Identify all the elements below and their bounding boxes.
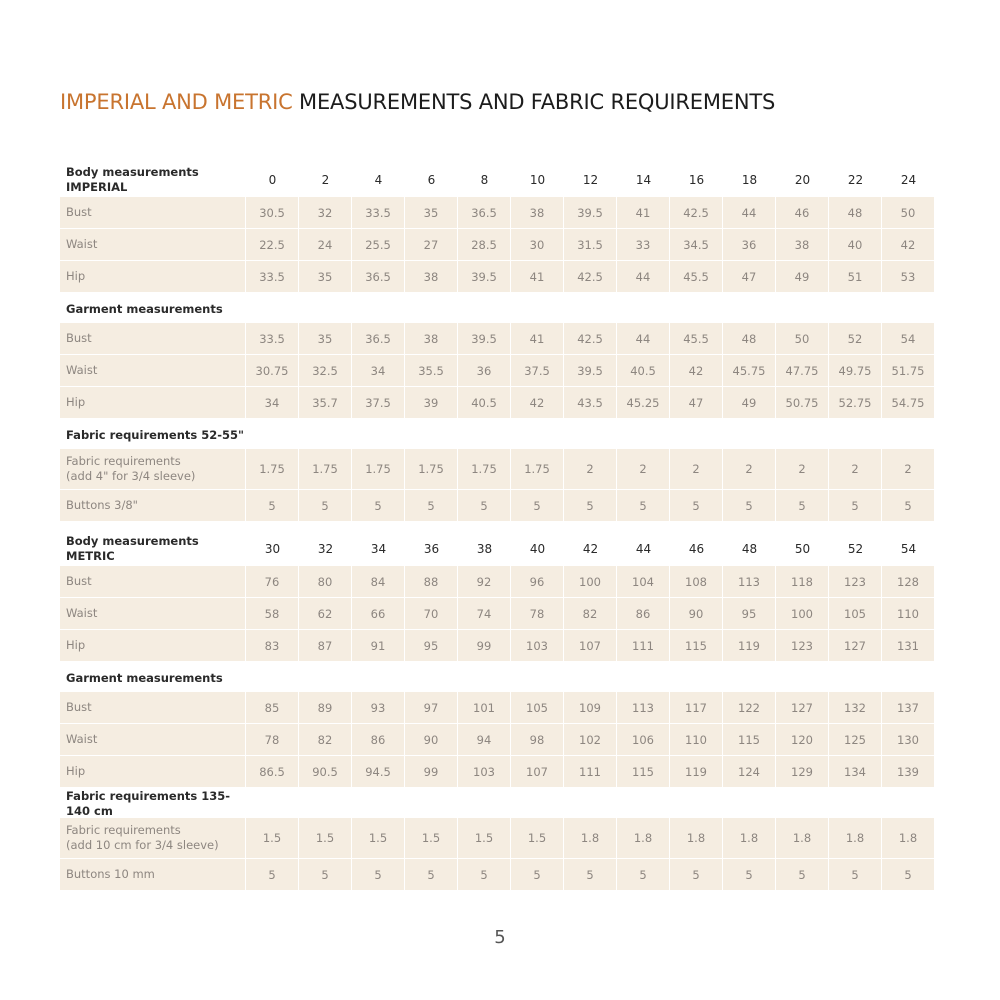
value-cell: 5 — [246, 490, 298, 521]
size-cell: 32 — [317, 542, 334, 556]
value-cell: 2 — [776, 449, 828, 489]
value-cell: 50.75 — [776, 387, 828, 418]
value-cell: 30 — [511, 229, 563, 260]
value-cell: 35 — [299, 261, 351, 292]
value-cell: 33 — [617, 229, 669, 260]
value-cell: 5 — [511, 859, 563, 890]
value-cell: 49 — [776, 261, 828, 292]
value-cell: 90 — [670, 598, 722, 629]
value-cell: 5 — [670, 490, 722, 521]
size-cell: 44 — [635, 542, 652, 556]
value-cell: 105 — [829, 598, 881, 629]
value-cell: 119 — [670, 756, 722, 787]
value-cell: 102 — [564, 724, 616, 755]
value-cell: 5 — [882, 859, 934, 890]
value-cell: 44 — [617, 323, 669, 354]
section-title: Fabric requirements 135-140 cm — [66, 789, 231, 818]
value-cell: 39.5 — [564, 355, 616, 386]
value-cell: 92 — [458, 566, 510, 597]
value-cell: 5 — [617, 859, 669, 890]
value-cell: 40 — [829, 229, 881, 260]
imperial-header-row — [60, 164, 935, 196]
value-cell: 45.5 — [670, 323, 722, 354]
size-cell: 48 — [741, 542, 758, 556]
size-cell: 34 — [370, 542, 387, 556]
page-title — [60, 90, 775, 114]
size-cell: 46 — [688, 542, 705, 556]
value-cell: 54 — [882, 323, 934, 354]
value-cell: 106 — [617, 724, 669, 755]
fabric-label-line2: (add 10 cm for 3/4 sleeve) — [66, 838, 219, 852]
value-cell: 2 — [564, 449, 616, 489]
value-cell: 34 — [246, 387, 298, 418]
value-cell: 5 — [829, 859, 881, 890]
row-label: Hip — [60, 756, 245, 787]
value-cell: 94 — [458, 724, 510, 755]
row-label: Bust — [60, 566, 245, 597]
value-cell: 5 — [617, 490, 669, 521]
value-cell: 105 — [511, 692, 563, 723]
value-cell: 78 — [246, 724, 298, 755]
value-cell: 103 — [511, 630, 563, 661]
value-cell: 1.5 — [299, 818, 351, 858]
value-cell: 1.8 — [829, 818, 881, 858]
value-cell: 82 — [564, 598, 616, 629]
value-cell: 5 — [299, 859, 351, 890]
value-cell: 38 — [405, 323, 457, 354]
imperial-garment-hip-row — [60, 387, 935, 418]
value-cell: 110 — [882, 598, 934, 629]
imperial-buttons-row — [60, 490, 935, 521]
row-label: Hip — [60, 630, 245, 661]
value-cell: 107 — [511, 756, 563, 787]
size-cell: 4 — [374, 173, 383, 187]
imperial-garment-bust-row — [60, 323, 935, 354]
value-cell: 38 — [776, 229, 828, 260]
value-cell: 124 — [723, 756, 775, 787]
size-cell: 12 — [582, 173, 599, 187]
row-label: Bust — [60, 197, 245, 228]
value-cell: 93 — [352, 692, 404, 723]
metric-garment-waist-row — [60, 724, 935, 755]
value-cell: 2 — [617, 449, 669, 489]
value-cell: 33.5 — [246, 261, 298, 292]
value-cell: 2 — [829, 449, 881, 489]
value-cell: 104 — [617, 566, 669, 597]
value-cell: 122 — [723, 692, 775, 723]
imperial-body-hip-row — [60, 261, 935, 292]
page-number: 5 — [494, 927, 506, 948]
value-cell: 27 — [405, 229, 457, 260]
section-title: Fabric requirements 52-55" — [66, 427, 244, 442]
value-cell: 31.5 — [564, 229, 616, 260]
imperial-fabric-row — [60, 449, 935, 489]
value-cell: 1.75 — [458, 449, 510, 489]
value-cell: 95 — [405, 630, 457, 661]
value-cell: 38 — [405, 261, 457, 292]
value-cell: 36 — [723, 229, 775, 260]
value-cell: 5 — [564, 859, 616, 890]
value-cell: 34 — [352, 355, 404, 386]
size-cell: 0 — [268, 173, 277, 187]
metric-fabric-row — [60, 818, 935, 858]
value-cell: 1.5 — [405, 818, 457, 858]
row-label: Hip — [60, 261, 245, 292]
value-cell: 42.5 — [564, 323, 616, 354]
value-cell: 42.5 — [564, 261, 616, 292]
value-cell: 89 — [299, 692, 351, 723]
value-cell: 98 — [511, 724, 563, 755]
value-cell: 1.5 — [246, 818, 298, 858]
value-cell: 127 — [829, 630, 881, 661]
value-cell: 1.8 — [723, 818, 775, 858]
row-label: Bust — [60, 692, 245, 723]
value-cell: 51.75 — [882, 355, 934, 386]
value-cell: 113 — [723, 566, 775, 597]
imperial-body-bust-row — [60, 197, 935, 228]
value-cell: 36 — [458, 355, 510, 386]
value-cell: 52 — [829, 323, 881, 354]
imperial-garment-waist-row — [60, 355, 935, 386]
row-label: Hip — [60, 387, 245, 418]
value-cell: 54.75 — [882, 387, 934, 418]
value-cell: 99 — [405, 756, 457, 787]
value-cell: 78 — [511, 598, 563, 629]
value-cell: 5 — [564, 490, 616, 521]
row-label: Waist — [60, 724, 245, 755]
value-cell: 1.5 — [352, 818, 404, 858]
value-cell: 97 — [405, 692, 457, 723]
value-cell: 37.5 — [352, 387, 404, 418]
size-cell: 10 — [529, 173, 546, 187]
value-cell: 66 — [352, 598, 404, 629]
value-cell: 115 — [670, 630, 722, 661]
value-cell: 130 — [882, 724, 934, 755]
value-cell: 100 — [776, 598, 828, 629]
value-cell: 83 — [246, 630, 298, 661]
value-cell: 1.8 — [617, 818, 669, 858]
value-cell: 118 — [776, 566, 828, 597]
value-cell: 39.5 — [458, 323, 510, 354]
value-cell: 96 — [511, 566, 563, 597]
value-cell: 33.5 — [352, 197, 404, 228]
value-cell: 108 — [670, 566, 722, 597]
value-cell: 5 — [723, 490, 775, 521]
value-cell: 90.5 — [299, 756, 351, 787]
size-cell: 38 — [476, 542, 493, 556]
value-cell: 91 — [352, 630, 404, 661]
value-cell: 111 — [617, 630, 669, 661]
value-cell: 51 — [829, 261, 881, 292]
value-cell: 110 — [670, 724, 722, 755]
value-cell: 131 — [882, 630, 934, 661]
size-cell: 14 — [635, 173, 652, 187]
size-cell: 54 — [900, 542, 917, 556]
value-cell: 2 — [723, 449, 775, 489]
value-cell: 42 — [511, 387, 563, 418]
value-cell: 39 — [405, 387, 457, 418]
value-cell: 5 — [405, 490, 457, 521]
value-cell: 127 — [776, 692, 828, 723]
row-label: Buttons 3/8" — [60, 490, 245, 521]
value-cell: 25.5 — [352, 229, 404, 260]
value-cell: 103 — [458, 756, 510, 787]
value-cell: 42 — [670, 355, 722, 386]
imperial-fabric-section-row — [60, 419, 935, 449]
value-cell: 39.5 — [458, 261, 510, 292]
value-cell: 5 — [723, 859, 775, 890]
value-cell: 42.5 — [670, 197, 722, 228]
value-cell: 5 — [458, 490, 510, 521]
value-cell: 36.5 — [352, 261, 404, 292]
value-cell: 32.5 — [299, 355, 351, 386]
value-cell: 52.75 — [829, 387, 881, 418]
value-cell: 70 — [405, 598, 457, 629]
value-cell: 43.5 — [564, 387, 616, 418]
value-cell: 47.75 — [776, 355, 828, 386]
value-cell: 1.75 — [246, 449, 298, 489]
value-cell: 34.5 — [670, 229, 722, 260]
value-cell: 123 — [776, 630, 828, 661]
size-cell: 22 — [847, 173, 864, 187]
size-cell: 30 — [264, 542, 281, 556]
value-cell: 5 — [246, 859, 298, 890]
imperial-body-waist-row — [60, 229, 935, 260]
value-cell: 1.5 — [511, 818, 563, 858]
metric-garment-hip-row — [60, 756, 935, 787]
value-cell: 99 — [458, 630, 510, 661]
value-cell: 113 — [617, 692, 669, 723]
value-cell: 48 — [723, 323, 775, 354]
imperial-header-label: Body measurements IMPERIAL — [66, 165, 199, 194]
value-cell: 82 — [299, 724, 351, 755]
value-cell: 1.8 — [670, 818, 722, 858]
value-cell: 1.8 — [564, 818, 616, 858]
value-cell: 74 — [458, 598, 510, 629]
fabric-label-line1: Fabric requirements — [66, 823, 181, 837]
value-cell: 1.75 — [352, 449, 404, 489]
value-cell: 125 — [829, 724, 881, 755]
size-cell: 6 — [427, 173, 436, 187]
value-cell: 5 — [882, 490, 934, 521]
value-cell: 123 — [829, 566, 881, 597]
fabric-label-line1: Fabric requirements — [66, 454, 181, 468]
value-cell: 5 — [776, 490, 828, 521]
value-cell: 53 — [882, 261, 934, 292]
value-cell: 139 — [882, 756, 934, 787]
value-cell: 80 — [299, 566, 351, 597]
value-cell: 38 — [511, 197, 563, 228]
size-cell: 18 — [741, 173, 758, 187]
value-cell: 119 — [723, 630, 775, 661]
value-cell: 137 — [882, 692, 934, 723]
value-cell: 128 — [882, 566, 934, 597]
value-cell: 85 — [246, 692, 298, 723]
metric-garment-bust-row — [60, 692, 935, 723]
value-cell: 32 — [299, 197, 351, 228]
value-cell: 86 — [617, 598, 669, 629]
size-cell: 8 — [480, 173, 489, 187]
value-cell: 5 — [458, 859, 510, 890]
metric-fabric-section-row — [60, 788, 935, 818]
section-title: Garment measurements — [66, 670, 223, 685]
size-cell: 2 — [321, 173, 330, 187]
title-rest: MEASUREMENTS AND FABRIC REQUIREMENTS — [299, 90, 776, 114]
value-cell: 45.25 — [617, 387, 669, 418]
value-cell: 5 — [405, 859, 457, 890]
value-cell: 120 — [776, 724, 828, 755]
value-cell: 115 — [723, 724, 775, 755]
value-cell: 35 — [299, 323, 351, 354]
value-cell: 90 — [405, 724, 457, 755]
metric-header-row — [60, 533, 935, 565]
value-cell: 2 — [670, 449, 722, 489]
value-cell: 86 — [352, 724, 404, 755]
value-cell: 36.5 — [352, 323, 404, 354]
value-cell: 84 — [352, 566, 404, 597]
value-cell: 46 — [776, 197, 828, 228]
value-cell: 100 — [564, 566, 616, 597]
measurement-table — [60, 164, 935, 891]
value-cell: 40.5 — [458, 387, 510, 418]
value-cell: 1.8 — [882, 818, 934, 858]
value-cell: 39.5 — [564, 197, 616, 228]
title-accent: IMPERIAL AND METRIC — [60, 90, 293, 114]
value-cell: 1.8 — [776, 818, 828, 858]
value-cell: 5 — [352, 859, 404, 890]
row-label: Waist — [60, 598, 245, 629]
value-cell: 2 — [882, 449, 934, 489]
value-cell: 49 — [723, 387, 775, 418]
value-cell: 41 — [511, 323, 563, 354]
value-cell: 5 — [776, 859, 828, 890]
value-cell: 76 — [246, 566, 298, 597]
value-cell: 42 — [882, 229, 934, 260]
size-cell: 52 — [847, 542, 864, 556]
value-cell: 48 — [829, 197, 881, 228]
value-cell: 132 — [829, 692, 881, 723]
value-cell: 49.75 — [829, 355, 881, 386]
value-cell: 33.5 — [246, 323, 298, 354]
value-cell: 44 — [617, 261, 669, 292]
value-cell: 35.5 — [405, 355, 457, 386]
row-label: Waist — [60, 355, 245, 386]
row-label: Buttons 10 mm — [60, 859, 245, 890]
value-cell: 115 — [617, 756, 669, 787]
value-cell: 117 — [670, 692, 722, 723]
metric-buttons-row — [60, 859, 935, 890]
value-cell: 134 — [829, 756, 881, 787]
row-label — [60, 818, 245, 858]
value-cell: 45.5 — [670, 261, 722, 292]
value-cell: 1.75 — [405, 449, 457, 489]
value-cell: 35.7 — [299, 387, 351, 418]
value-cell: 94.5 — [352, 756, 404, 787]
value-cell: 5 — [670, 859, 722, 890]
value-cell: 28.5 — [458, 229, 510, 260]
size-cell: 36 — [423, 542, 440, 556]
value-cell: 58 — [246, 598, 298, 629]
section-title: Garment measurements — [66, 301, 223, 316]
value-cell: 5 — [352, 490, 404, 521]
value-cell: 36.5 — [458, 197, 510, 228]
value-cell: 40.5 — [617, 355, 669, 386]
value-cell: 88 — [405, 566, 457, 597]
value-cell: 107 — [564, 630, 616, 661]
value-cell: 45.75 — [723, 355, 775, 386]
value-cell: 5 — [511, 490, 563, 521]
size-cell: 42 — [582, 542, 599, 556]
value-cell: 30.5 — [246, 197, 298, 228]
value-cell: 50 — [882, 197, 934, 228]
value-cell: 101 — [458, 692, 510, 723]
size-cell: 40 — [529, 542, 546, 556]
value-cell: 30.75 — [246, 355, 298, 386]
value-cell: 41 — [617, 197, 669, 228]
row-label — [60, 449, 245, 489]
value-cell: 22.5 — [246, 229, 298, 260]
value-cell: 47 — [723, 261, 775, 292]
value-cell: 129 — [776, 756, 828, 787]
value-cell: 35 — [405, 197, 457, 228]
size-cell: 50 — [794, 542, 811, 556]
value-cell: 41 — [511, 261, 563, 292]
metric-body-bust-row — [60, 566, 935, 597]
value-cell: 86.5 — [246, 756, 298, 787]
value-cell: 50 — [776, 323, 828, 354]
metric-garment-section-row — [60, 662, 935, 692]
value-cell: 109 — [564, 692, 616, 723]
metric-header-label: Body measurements METRIC — [66, 534, 199, 563]
imperial-garment-section-row — [60, 293, 935, 323]
row-label: Waist — [60, 229, 245, 260]
value-cell: 5 — [299, 490, 351, 521]
value-cell: 1.75 — [299, 449, 351, 489]
metric-body-waist-row — [60, 598, 935, 629]
size-cell: 16 — [688, 173, 705, 187]
value-cell: 47 — [670, 387, 722, 418]
value-cell: 111 — [564, 756, 616, 787]
fabric-label-line2: (add 4" for 3/4 sleeve) — [66, 469, 196, 483]
value-cell: 95 — [723, 598, 775, 629]
metric-body-hip-row — [60, 630, 935, 661]
value-cell: 44 — [723, 197, 775, 228]
value-cell: 87 — [299, 630, 351, 661]
value-cell: 5 — [829, 490, 881, 521]
value-cell: 1.5 — [458, 818, 510, 858]
row-label: Bust — [60, 323, 245, 354]
value-cell: 1.75 — [511, 449, 563, 489]
size-cell: 20 — [794, 173, 811, 187]
size-cell: 24 — [900, 173, 917, 187]
value-cell: 62 — [299, 598, 351, 629]
value-cell: 24 — [299, 229, 351, 260]
value-cell: 37.5 — [511, 355, 563, 386]
